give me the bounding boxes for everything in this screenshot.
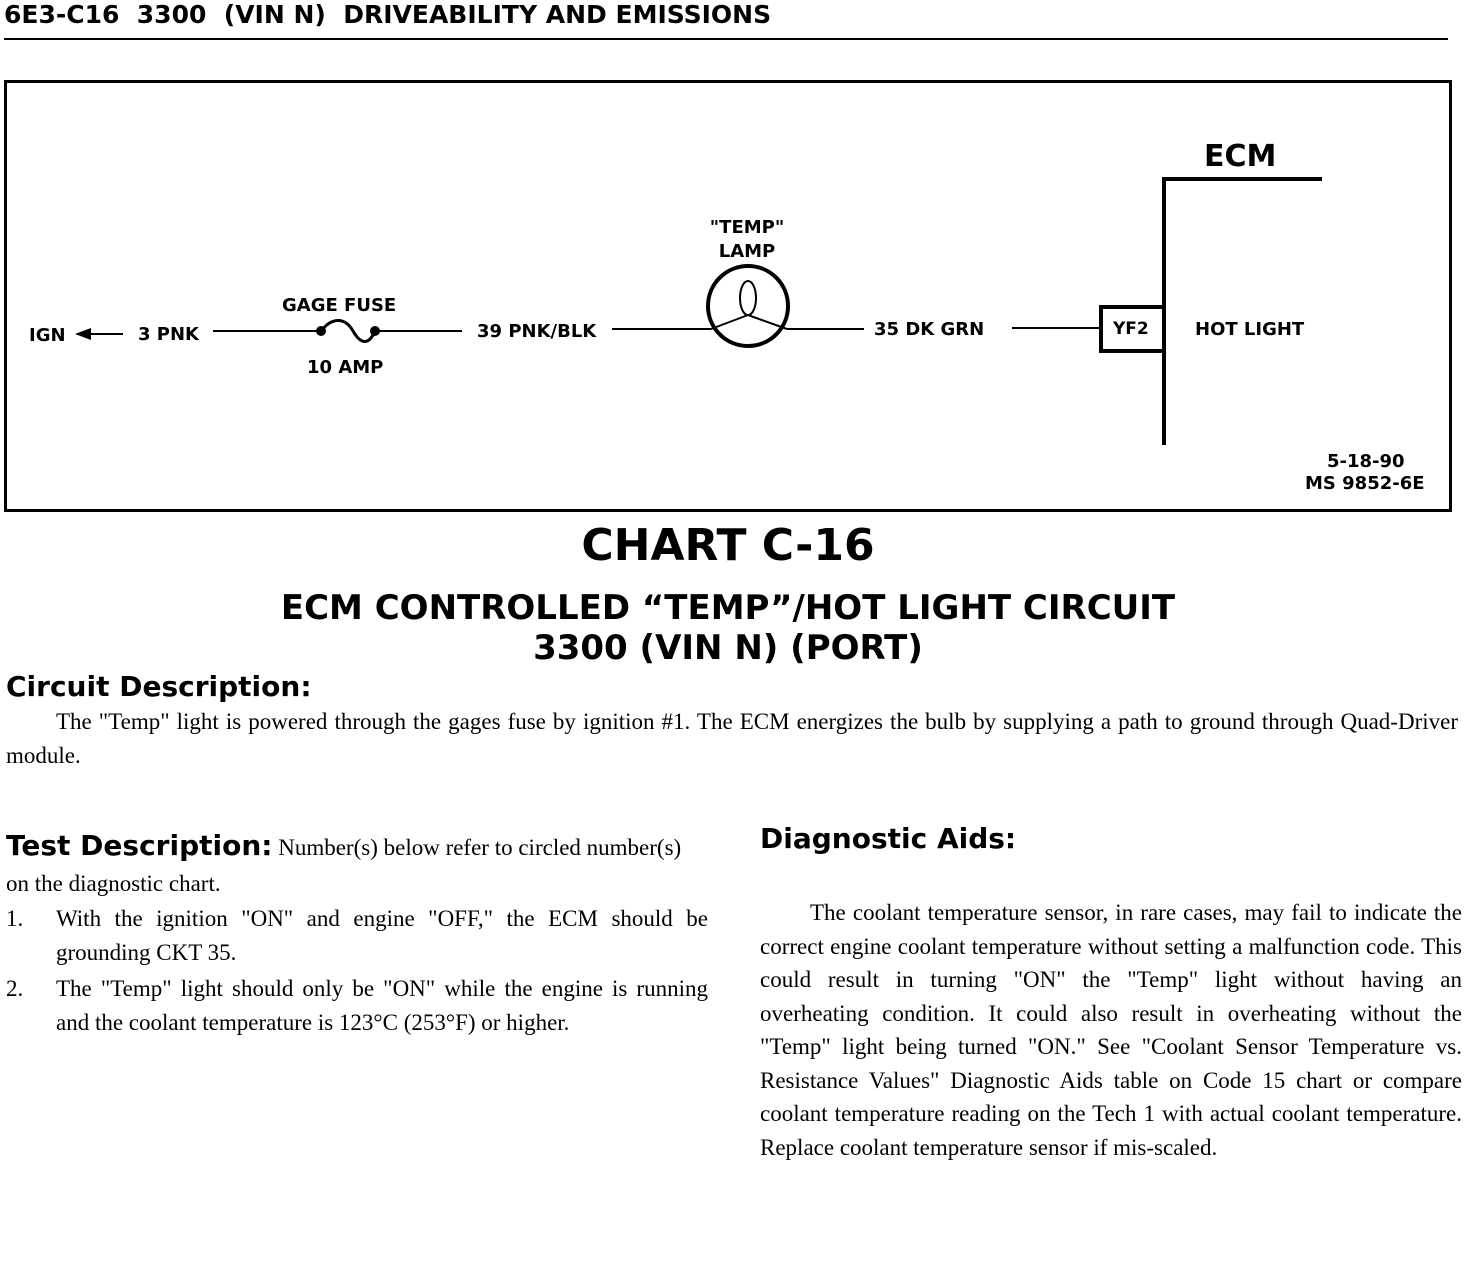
lamp-label-2: LAMP [718,241,776,262]
ign-arrow-head [75,328,91,340]
fuse-label: GAGE FUSE [282,295,397,316]
list-item-number: 2. [6,976,24,1001]
lamp-filament [740,281,756,315]
ign-label: IGN [29,325,66,346]
test-description-intro: Number(s) below refer to circled number(s) on the diagnostic chart. [6,835,682,896]
hot-light-label: HOT LIGHT [1195,319,1305,340]
chart-subtitle-vin: 3300 (VIN N) (PORT) [533,628,923,668]
list-item [6,972,708,1039]
list-item [6,902,708,969]
circuit-description-heading: Circuit Description: [6,670,312,703]
lamp-label: "TEMP" [709,217,785,238]
list-item-number: 1. [6,906,24,931]
ecm-label: ECM [1204,139,1277,174]
wiring-diagram [4,80,1452,512]
diagram-code: MS 9852-6E [1305,473,1425,494]
diagram-date: 5-18-90 [1327,451,1405,472]
list-item-text: The "Temp" light should only be "ON" while the engine is running and the coolant temperature is 123°C (253°F) or higher. [56,976,708,1035]
wire-3-label: 3 PNK [138,324,199,345]
fuse-element [321,321,375,342]
terminal-label: YF2 [1113,319,1149,339]
page-header: 6E3-C16 3300 (VIN N) DRIVEABILITY AND EMISSIONS [4,0,772,29]
chart-subtitle: ECM CONTROLLED “TEMP”/HOT LIGHT CIRCUIT [280,588,1176,628]
diagnostic-aids-heading: Diagnostic Aids: [760,822,1017,855]
chart-title: CHART C-16 [581,520,875,571]
test-description-heading: Test Description: [6,829,273,862]
lamp-bulb [708,266,788,346]
diagnostic-aids-text: The coolant temperature sensor, in rare cases, may fail to indicate the correct engine coolant temperature without setting a malfunction code. This could result in turning "ON" the "Temp" light without having an overheating condition. It could also result in overheating without the "Temp" light being turned "ON." See "Coolant Sensor Temperature vs. Resistance Values" Diagnostic Aids table on Code 15 chart or compare coolant temperature reading on the Tech 1 with actual coolant temperature. Replace coolant temperature sensor if mis-scaled. [760,900,1462,1160]
test-description-block [6,828,706,902]
circuit-description-text: The "Temp" light is powered through the gages fuse by ignition #1. The ECM energizes the bulb by supplying a path to ground through Quad-Driver module. [6,709,1458,768]
fuse-rating-label: 10 AMP [307,357,384,378]
wire-39-label: 39 PNK/BLK [477,321,597,342]
header-rule [4,38,1448,40]
list-item-text: With the ignition "ON" and engine "OFF," the ECM should be grounding CKT 35. [56,906,708,965]
wire-35-label: 35 DK GRN [874,319,985,340]
